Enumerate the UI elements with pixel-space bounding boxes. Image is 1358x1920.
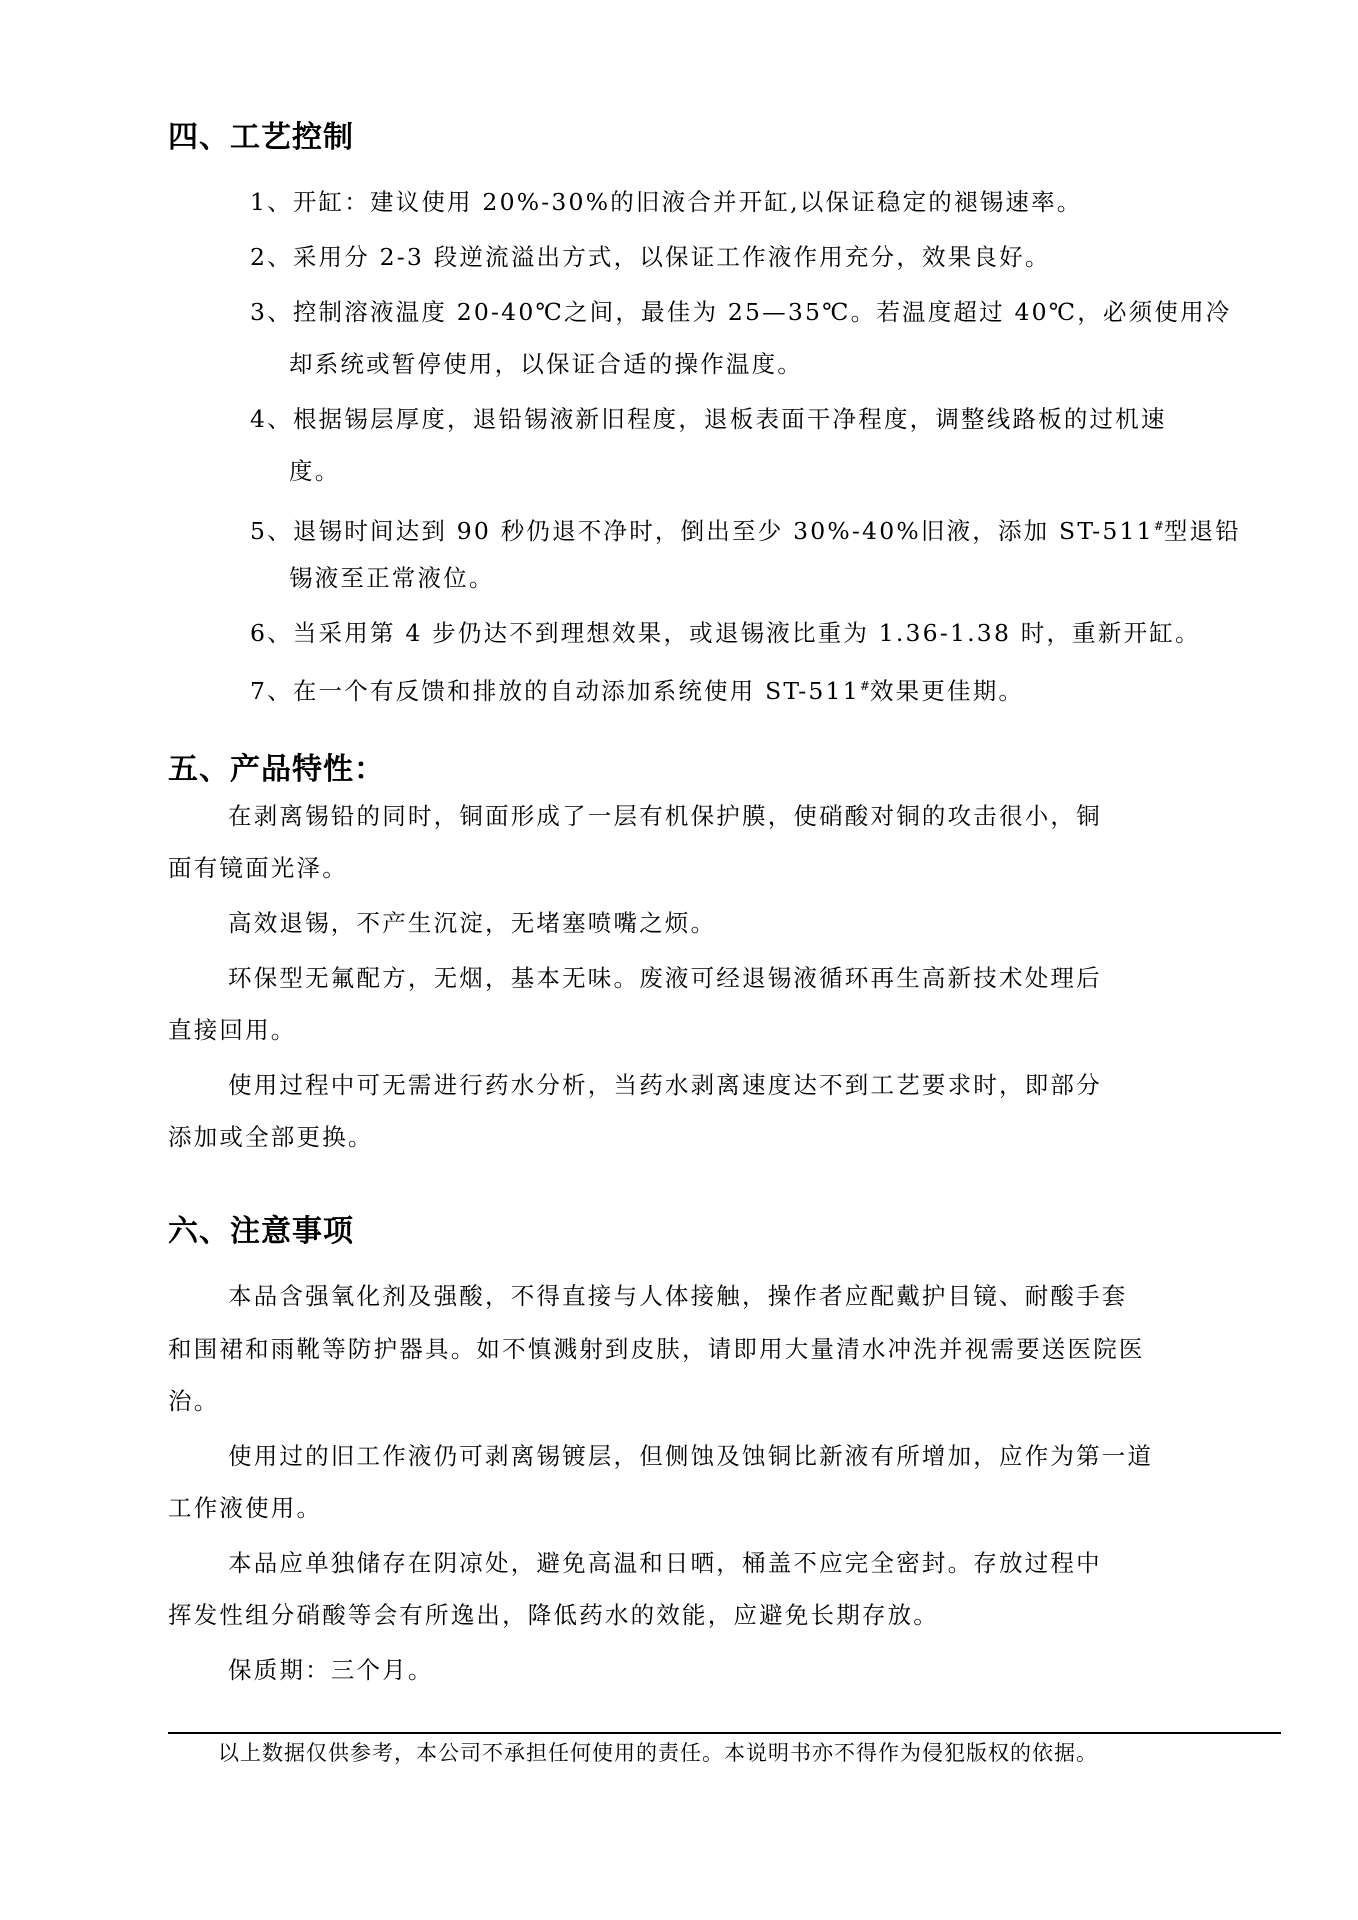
s6-para-1: 本品含强氧化剂及强酸，不得直接与人体接触，操作者应配戴护目镜、耐酸手套 (228, 1282, 1128, 1310)
s4-item-7-sup: # (859, 679, 870, 693)
section-5-title: 五、产品特性： (168, 752, 385, 787)
s4-item-5-after: 型退铅 (1163, 516, 1241, 545)
s4-item-3-cont: 却系统或暂停使用，以保证合适的操作温度。 (289, 350, 803, 378)
s4-item-1: 1、开缸：建议使用 20%-30%的旧液合并开缸,以保证稳定的褪锡速率。 (250, 188, 1083, 216)
s4-item-7-text: 7、在一个有反馈和排放的自动添加系统使用 ST-511 (250, 676, 860, 705)
s4-item-5 (250, 510, 1241, 547)
s6-para-4: 保质期：三个月。 (228, 1656, 434, 1684)
s6-para-1-cont-b: 治。 (168, 1387, 220, 1415)
s4-item-7-after: 效果更佳期。 (869, 676, 1025, 705)
section-6-title: 六、注意事项 (168, 1214, 354, 1249)
s5-para-3: 环保型无氟配方，无烟，基本无味。废液可经退锡液循环再生高新技术处理后 (228, 964, 1102, 992)
s6-para-3-cont: 挥发性组分硝酸等会有所逸出，降低药水的效能，应避免长期存放。 (168, 1601, 939, 1629)
s5-para-4-cont: 添加或全部更换。 (168, 1123, 374, 1151)
s4-item-5-cont: 锡液至正常液位。 (289, 564, 495, 592)
s5-para-1-cont: 面有镜面光泽。 (168, 854, 348, 882)
s4-item-6: 6、当采用第 4 步仍达不到理想效果，或退锡液比重为 1.36-1.38 时，重新开缸。 (250, 619, 1201, 647)
s5-para-4: 使用过程中可无需进行药水分析，当药水剥离速度达不到工艺要求时，即部分 (228, 1071, 1102, 1099)
s6-para-2-cont: 工作液使用。 (168, 1494, 323, 1522)
s4-item-2: 2、采用分 2-3 段逆流溢出方式，以保证工作液作用充分，效果良好。 (250, 243, 1051, 271)
s4-item-3: 3、控制溶液温度 20-40℃之间，最佳为 25—35℃。若温度超过 40℃，必须使用冷 (250, 298, 1232, 326)
footer-disclaimer: 以上数据仅供参考，本公司不承担任何使用的责任。本说明书亦不得作为侵犯版权的依据。 (218, 1741, 1098, 1765)
s4-item-5-sup: # (1153, 519, 1164, 533)
s4-item-4: 4、根据锡层厚度，退铅锡液新旧程度，退板表面干净程度，调整线路板的过机速 (250, 405, 1167, 433)
s4-item-7 (250, 670, 1024, 707)
s6-para-3: 本品应单独储存在阴凉处，避免高温和日晒，桶盖不应完全密封。存放过程中 (228, 1549, 1102, 1577)
s5-para-3-cont: 直接回用。 (168, 1016, 297, 1044)
s6-para-2: 使用过的旧工作液仍可剥离锡镀层，但侧蚀及蚀铜比新液有所增加，应作为第一道 (228, 1442, 1154, 1470)
section-4-title: 四、工艺控制 (168, 120, 354, 155)
s5-para-2: 高效退锡，不产生沉淀，无堵塞喷嘴之烦。 (228, 909, 717, 937)
footer-divider (168, 1732, 1281, 1734)
s5-para-1: 在剥离锡铅的同时，铜面形成了一层有机保护膜，使硝酸对铜的攻击很小，铜 (228, 802, 1102, 830)
s4-item-5-text: 5、退锡时间达到 90 秒仍退不净时，倒出至少 30%-40%旧液，添加 ST-511 (250, 516, 1154, 545)
s4-item-4-cont: 度。 (289, 457, 341, 485)
s6-para-1-cont-a: 和围裙和雨靴等防护器具。如不慎溅射到皮肤，请即用大量清水冲洗并视需要送医院医 (168, 1335, 1145, 1363)
